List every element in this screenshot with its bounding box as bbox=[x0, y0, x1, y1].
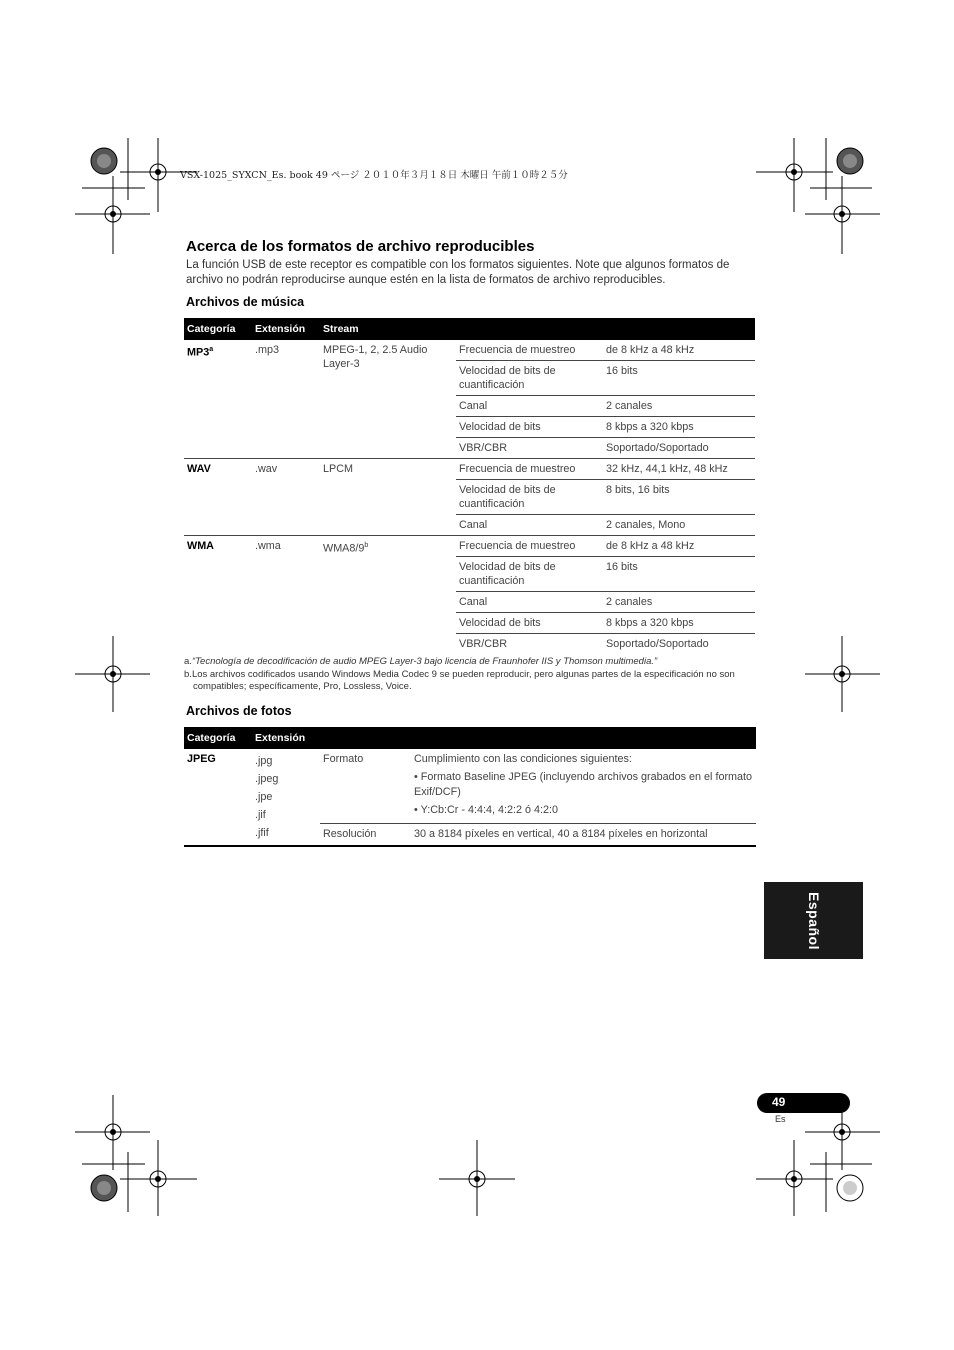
value: 16 bits bbox=[603, 557, 755, 592]
mp3-extension: .mp3 bbox=[252, 340, 320, 459]
wma-extension: .wma bbox=[255, 540, 281, 552]
value: Soportado/Soportado bbox=[603, 438, 755, 459]
page-language: Es bbox=[775, 1114, 786, 1124]
wav-stream: LPCM bbox=[320, 459, 456, 536]
param: Frecuencia de muestreo bbox=[456, 536, 603, 557]
footnote-b: Los archivos codificados usando Windows Media Codec 9 se pueden reproducir, pero algunas partes de la especificación no son compatibles; específicamente, Pro, Lossless, Voice. bbox=[191, 668, 735, 692]
value: 8 kbps a 320 kbps bbox=[603, 613, 755, 634]
param: Velocidad de bits de cuantificación bbox=[456, 557, 603, 592]
photos-table bbox=[184, 727, 756, 847]
table-row: MP3$^a$ .mp3 MPEG-1, 2, 2.5 Audio Layer-3 Frecuencia de muestreo de 8 kHz a 48 kHz bbox=[184, 340, 755, 361]
col-extension: Extensión bbox=[252, 727, 320, 749]
mp3-category: MP3 bbox=[187, 346, 210, 359]
wav-category: WAV bbox=[184, 459, 252, 536]
col-category: Categoría bbox=[184, 318, 252, 340]
param: Frecuencia de muestreo bbox=[456, 459, 603, 480]
music-heading: Archivos de música bbox=[186, 295, 305, 309]
footnote-a: “Tecnología de decodificación de audio MPEG Layer-3 bajo licencia de Fraunhofer IIS y Thomson multimedia.” bbox=[191, 656, 658, 667]
footnote-a-label: a. bbox=[184, 656, 192, 667]
param: Canal bbox=[456, 515, 603, 536]
col-category: Categoría bbox=[184, 727, 252, 749]
wav-extension: .wav bbox=[252, 459, 320, 536]
col-stream: Stream bbox=[320, 318, 456, 340]
resolution-value: 30 a 8184 píxeles en vertical, 40 a 8184 píxeles en horizontal bbox=[414, 828, 708, 841]
param: Frecuencia de muestreo bbox=[456, 340, 603, 361]
language-tab bbox=[764, 882, 863, 959]
photos-heading: Archivos de fotos bbox=[186, 704, 292, 718]
value: 8 kbps a 320 kbps bbox=[603, 417, 755, 438]
param: Canal bbox=[456, 592, 603, 613]
wma-stream: WMA8/9 bbox=[323, 542, 365, 555]
footnote-b-label: b. bbox=[184, 668, 192, 680]
value: 2 canales bbox=[603, 592, 755, 613]
page-number: 49 bbox=[772, 1095, 786, 1109]
param: Velocidad de bits de cuantificación bbox=[456, 480, 603, 515]
table-row: WMA .wma WMA8/9$^b$ Frecuencia de muestreo de 8 kHz a 48 kHz bbox=[184, 536, 755, 557]
value: de 8 kHz a 48 kHz bbox=[603, 536, 755, 557]
page-number-badge bbox=[757, 1093, 850, 1113]
param: Canal bbox=[456, 396, 603, 417]
value: de 8 kHz a 48 kHz bbox=[603, 340, 755, 361]
param: Velocidad de bits bbox=[456, 613, 603, 634]
value: Soportado/Soportado bbox=[606, 638, 709, 650]
section-title: Acerca de los formatos de archivo reproducibles bbox=[186, 238, 535, 255]
footnotes bbox=[184, 656, 744, 694]
music-table bbox=[184, 318, 755, 654]
jpeg-category: JPEG bbox=[187, 753, 216, 765]
photos-header-row bbox=[184, 727, 756, 749]
jpeg-extensions: .jpg .jpeg .jpe .jif .jfif bbox=[255, 755, 279, 839]
mp3-stream: MPEG-1, 2, 2.5 Audio Layer-3 bbox=[320, 340, 456, 459]
print-header: VSX-1025_SYXCN_Es. book 49 ページ ２０１０年３月１８日 木曜日 午前１０時２５分 bbox=[180, 170, 568, 181]
value: 32 kHz, 44,1 kHz, 48 kHz bbox=[603, 459, 755, 480]
col-extension: Extensión bbox=[252, 318, 320, 340]
table-row bbox=[184, 749, 756, 824]
resolution-label: Resolución bbox=[323, 828, 377, 841]
value: 2 canales, Mono bbox=[603, 515, 755, 536]
param: Velocidad de bits de cuantificación bbox=[456, 361, 603, 396]
param: VBR/CBR bbox=[456, 438, 603, 459]
format-label: Formato bbox=[320, 749, 411, 824]
value: 8 bits, 16 bits bbox=[603, 480, 755, 515]
value: 2 canales bbox=[603, 396, 755, 417]
music-header-row bbox=[184, 318, 755, 340]
table-row bbox=[184, 459, 755, 480]
wma-category: WMA bbox=[187, 540, 214, 552]
format-conditions: Cumplimiento con las condiciones siguientes: • Formato Baseline JPEG (incluyendo archivos grabados en el formato Exif/DCF) • Y:Cb:Cr - 4:4:4, 4:2:2 ó 4:2:0 bbox=[411, 749, 756, 824]
param: VBR/CBR bbox=[459, 638, 507, 650]
value: 16 bits bbox=[603, 361, 755, 396]
param: Velocidad de bits bbox=[456, 417, 603, 438]
language-tab-label: Español bbox=[805, 891, 822, 950]
intro-text: La función USB de este receptor es compatible con los formatos siguientes. Note que algunos formatos de archivo no podrán reproducirse aunque estén en la lista de formatos de archivo reproducibles. bbox=[186, 259, 730, 286]
